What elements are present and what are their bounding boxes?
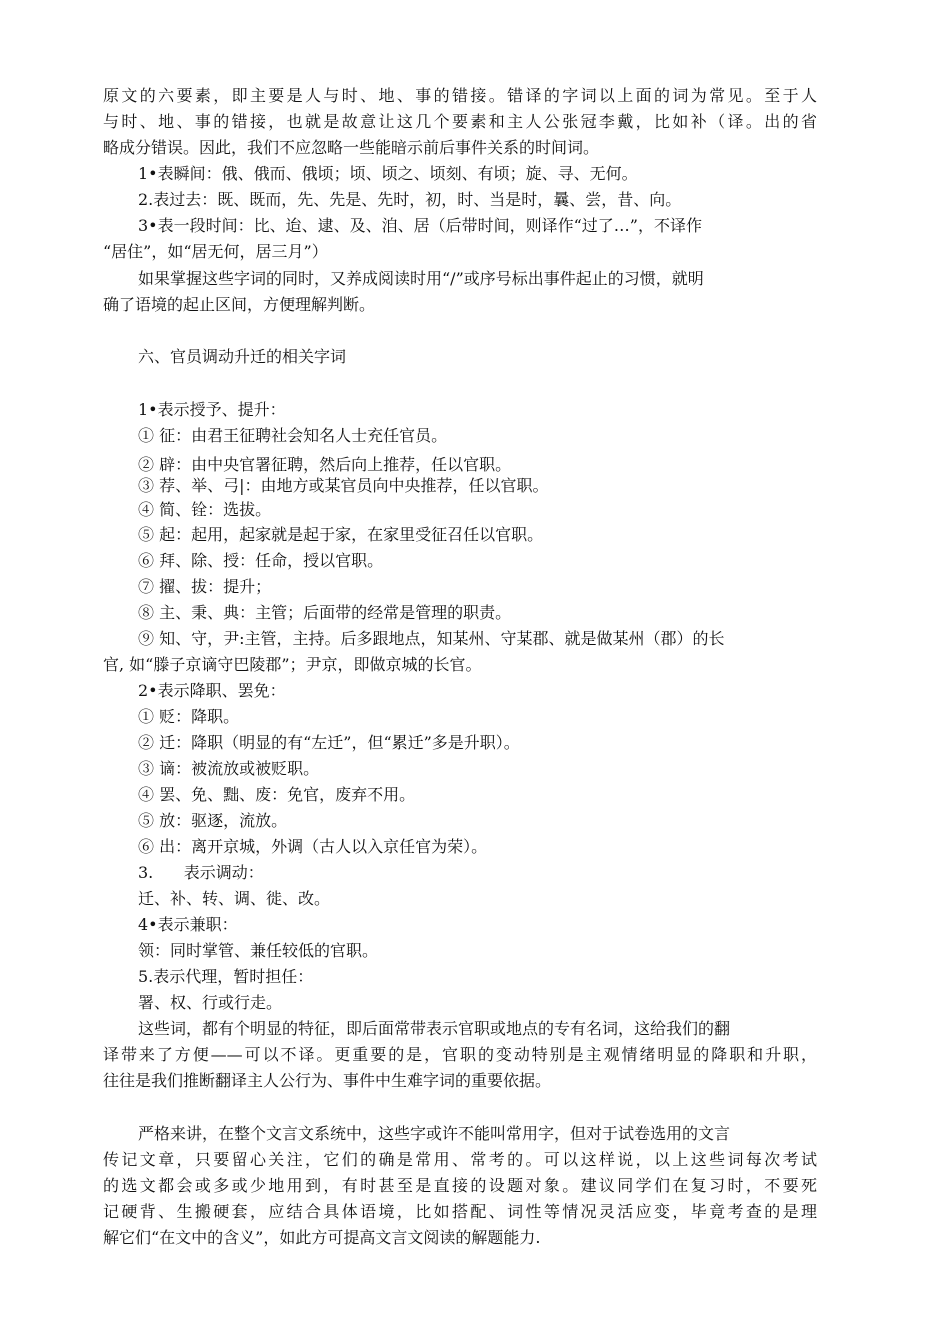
list-item: ④ 简、铨：选拔。 <box>138 500 272 519</box>
text-line: 领：同时掌管、兼任较低的官职。 <box>138 941 379 960</box>
list-item: ⑤ 放：驱逐，流放。 <box>138 811 288 830</box>
paragraph-line: 如果掌握这些字词的同时，又养成阅读时用“/”或序号标出事件起止的习惯，就明 <box>138 269 704 288</box>
list-item: ② 辟：由中央官署征聘，然后向上推荐，任以官职。 <box>138 455 512 474</box>
subsection-heading: 2•表示降职、罢免： <box>138 681 286 700</box>
text-line: 确了语境的起止区间，方便理解判断。 <box>103 295 376 314</box>
text-line: 略成分错误。因此，我们不应忽略一些能暗示前后事件关系的时间词。 <box>103 138 600 157</box>
list-item: 3•表一段时间：比、迨、逮、及、洎、居（后带时间，则译作“过了…”，不译作 <box>138 216 702 235</box>
list-item: ⑧ 主、秉、典：主管；后面带的经常是管理的职责。 <box>138 603 512 622</box>
list-item: ② 迁：降职（明显的有“左迁”，但“累迁”多是升职）。 <box>138 733 520 752</box>
text-line: 传记文章，只要留心关注，它们的确是常用、常考的。可以这样说，以上这些词每次考试 <box>103 1150 817 1169</box>
list-item: ⑥ 拜、除、授：任命，授以官职。 <box>138 551 384 570</box>
list-item: 2.表过去：既、既而，先、先是、先时，初，时、当是时，曩、尝，昔、向。 <box>138 190 682 209</box>
text-line: 译带来了方便——可以不译。更重要的是，官职的变动特别是主观情绪明显的降职和升职， <box>103 1045 817 1064</box>
text-line: 记硬背、生搬硬套，应结合具体语境，比如搭配、词性等情况灵活应变，毕竟考查的是理 <box>103 1202 817 1221</box>
list-item: ⑨ 知、守，尹:主管，主持。后多跟地点，知某州、守某郡、就是做某州（郡）的长 <box>138 629 725 648</box>
text-line: 的选文都会或多或少地用到，有时甚至是直接的设题对象。建议同学们在复习时，不要死 <box>103 1176 817 1195</box>
list-item: ⑤ 起：起用，起家就是起于家，在家里受征召任以官职。 <box>138 525 544 544</box>
text-line: “居住”，如“居无何，居三月”） <box>103 242 328 261</box>
list-item: ① 征：由君王征聘社会知名人士充任官员。 <box>138 426 448 445</box>
section-heading: 六、官员调动升迁的相关字词 <box>138 347 347 366</box>
text-line: 往往是我们推断翻译主人公行为、事件中生难字词的重要依据。 <box>103 1071 552 1090</box>
list-item: ⑦ 擢、拔：提升； <box>138 577 272 596</box>
text-line: 解它们“在文中的含义”，如此方可提高文言文阅读的解题能力. <box>103 1228 541 1247</box>
list-item: ④ 罢、免、黜、废：免官，废弃不用。 <box>138 785 416 804</box>
paragraph-line: 严格来讲，在整个文言文系统中，这些字或许不能叫常用字，但对于试卷选用的文言 <box>138 1124 731 1143</box>
list-item: ③ 荐、举、弓|：由地方或某官员向中央推荐，任以官职。 <box>138 476 549 495</box>
subsection-heading: 4•表示兼职： <box>138 915 238 934</box>
list-item: ① 贬：降职。 <box>138 707 240 726</box>
subsection-heading: 3. 表示调动： <box>138 863 264 882</box>
text-line: 署、权、行或行走。 <box>138 993 283 1012</box>
list-item: 1•表瞬间：俄、俄而、俄顷；顷、顷之、顷刻、有顷；旋、寻、无何。 <box>138 164 638 183</box>
text-line: 与时、地、事的错接，也就是故意让这几个要素和主人公张冠李戴，比如补（译。出的省 <box>103 112 817 131</box>
list-item: ③ 谪：被流放或被贬职。 <box>138 759 320 778</box>
subsection-heading: 1•表示授予、提升： <box>138 400 286 419</box>
paragraph-line: 这些词，都有个明显的特征，即后面常带表示官职或地点的专有名词，这给我们的翻 <box>138 1019 731 1038</box>
list-item: ⑥ 出：离开京城，外调（古人以入京任官为荣）。 <box>138 837 488 856</box>
text-line: 原文的六要素，即主要是人与时、地、事的错接。错译的字词以上面的词为常见。至于人 <box>103 86 817 105</box>
subsection-heading: 5.表示代理，暂时担任： <box>138 967 314 986</box>
text-line: 迁、补、转、调、徙、改。 <box>138 889 331 908</box>
text-line: 官, 如“滕子京谪守巴陵郡”；尹京，即做京城的长官。 <box>103 655 482 674</box>
